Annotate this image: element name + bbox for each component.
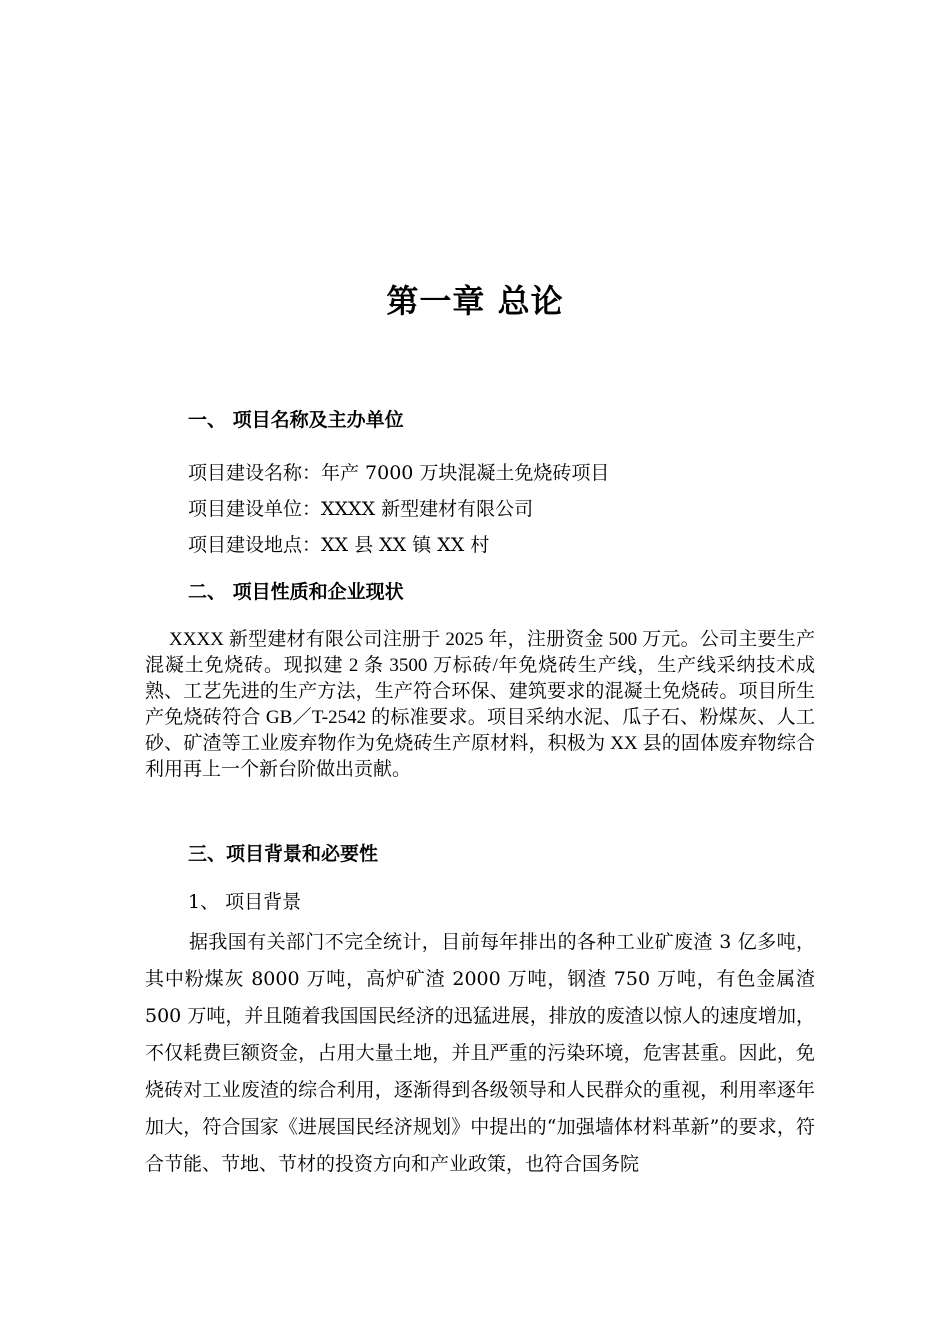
section-1-heading: 一、 项目名称及主办单位 bbox=[188, 409, 404, 431]
project-name-line: 项目建设名称：年产 7000 万块混凝土免烧砖项目 bbox=[188, 462, 610, 484]
project-location-line: 项目建设地点：XX 县 XX 镇 XX 村 bbox=[188, 534, 490, 556]
section-2-paragraph: XXXX 新型建材有限公司注册于 2025 年，注册资金 500 万元。公司主要生产混凝土免烧砖。现拟建 2 条 3500 万标砖/年免烧砖生产线，生产线采纳技术成熟、工艺先进的生产方法，生产符合环保、建筑要求的混凝土免烧砖。项目所生产免烧砖符合 GB／T-2542 的标准要求。项目采纳水泥、瓜子石、粉煤灰、人工砂、矿渣等工业废弃物作为免烧砖生产原材料，积极为 XX 县的固体废弃物综合利用再上一个新台阶做出贡献。 bbox=[145, 629, 815, 780]
section-2-heading: 二、 项目性质和企业现状 bbox=[188, 581, 404, 603]
project-unit-line: 项目建设单位：XXXX 新型建材有限公司 bbox=[188, 498, 534, 520]
section-3-subheading: 1、 项目背景 bbox=[188, 891, 302, 913]
section-3-heading: 三、项目背景和必要性 bbox=[188, 843, 379, 865]
section-3-paragraph: 据我国有关部门不完全统计，目前每年排出的各种工业矿废渣 3 亿多吨，其中粉煤灰 8000 万吨，高炉矿渣 2000 万吨，钢渣 750 万吨，有色金属渣 500 万吨，并且随着我国国民经济的迅猛进展，排放的废渣以惊人的速度增加，不仅耗费巨额资金，占用大量土地，并且严重的污染环境，危害甚重。因此，免烧砖对工业废渣的综合利用，逐渐得到各级领导和人民群众的重视，利用率逐年加大，符合国家《进展国民经济规划》中提出的“加强墙体材料革新”的要求，符合节能、节地、节材的投资方向和产业政策，也符合国务院 bbox=[145, 931, 815, 1175]
chapter-title: 第一章 总论 bbox=[386, 282, 564, 320]
